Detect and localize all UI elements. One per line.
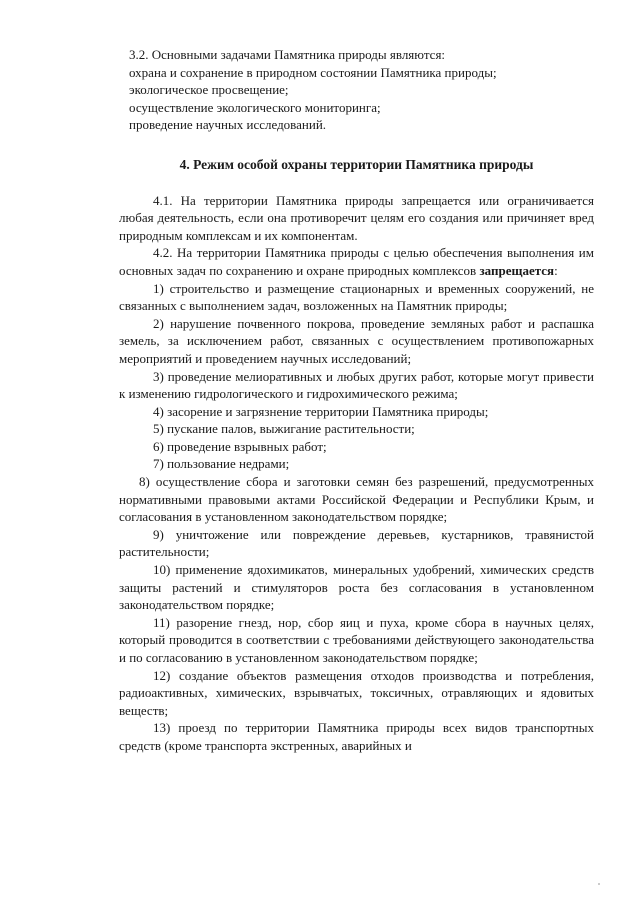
prohibition-item-13: 13) проезд по территории Памятника природы всех видов транспортных средств (кроме транспорта экстренных, аварийных и <box>119 720 594 753</box>
prohibited-keyword: запрещается <box>479 262 555 278</box>
prohibition-item-7: 7) пользование недрами; <box>153 456 290 472</box>
prohibition-item-2: 2) нарушение почвенного покрова, проведение земляных работ и распашка земель, за исключением работ, связанных с осуществлением противопожарных мероприятий и проведением научных исследований; <box>119 315 594 366</box>
section-heading: 4. Режим особой охраны территории Памятника природы <box>179 156 534 172</box>
prohibition-item-10: 10) применение ядохимикатов, минеральных удобрений, химических средств защиты растений и стимуляторов роста без согласования в установленном законодательством порядке; <box>119 562 594 613</box>
task-item: осуществление экологического мониторинга; <box>129 99 381 115</box>
prohibition-item-1: 1) строительство и размещение стационарных и временных сооружений, не связанных с выполнением задач, возложенных на Памятник природы; <box>119 280 594 314</box>
prohibition-item-9: 9) уничтожение или повреждение деревьев, кустарников, травянистой растительности; <box>119 526 594 560</box>
tasks-title: 3.2. Основными задачами Памятника природы являются: <box>129 47 446 62</box>
paragraph-4-2-text: 4.2. На территории Памятника природы с целью обеспечения выполнения им основных задач по сохранению и охране природных комплексов <box>119 245 594 278</box>
prohibition-item-11: 11) разорение гнезд, нор, сбор яиц и пуха, кроме сбора в научных целях, который проводится в соответствии с требованиями действующего законодательства и по согласованию в установленном законодательством порядке; <box>119 614 594 665</box>
prohibition-item-12: 12) создание объектов размещения отходов производства и потребления, радиоактивных, химических, взрывчатых, токсичных, отравляющих и ядовитых веществ; <box>119 667 594 718</box>
prohibition-item-8: 8) осуществление сбора и заготовки семян без разрешений, предусмотренных нормативными правовыми актами Российской Федерации и Республики Крым, и согласования в установленном законодательством порядке; <box>119 474 594 525</box>
task-item: экологическое просвещение; <box>129 82 289 98</box>
paragraph-4-1: 4.1. На территории Памятника природы запрещается или ограничивается любая деятельность, если она противоречит целям его создания или причиняет вред природным комплексам и их компонентам. <box>119 192 594 243</box>
document-body <box>119 46 594 755</box>
tasks-list <box>119 46 594 134</box>
prohibition-item-3: 3) проведение мелиоративных и любых других работ, которые могут привести к изменению гидрологического и гидрохимического режима; <box>119 368 594 402</box>
prohibition-item-4: 4) засорение и загрязнение территории Памятника природы; <box>153 403 489 419</box>
paragraph-4-2 <box>119 244 594 279</box>
task-item: охрана и сохранение в природном состоянии Памятника природы; <box>129 64 497 80</box>
prohibition-item-6: 6) проведение взрывных работ; <box>153 438 327 454</box>
prohibition-item-5: 5) пускание палов, выжигание растительности; <box>153 421 415 437</box>
task-item: проведение научных исследований. <box>129 117 327 133</box>
scan-speck <box>598 883 600 885</box>
paragraph-4-2-colon: : <box>554 262 558 278</box>
